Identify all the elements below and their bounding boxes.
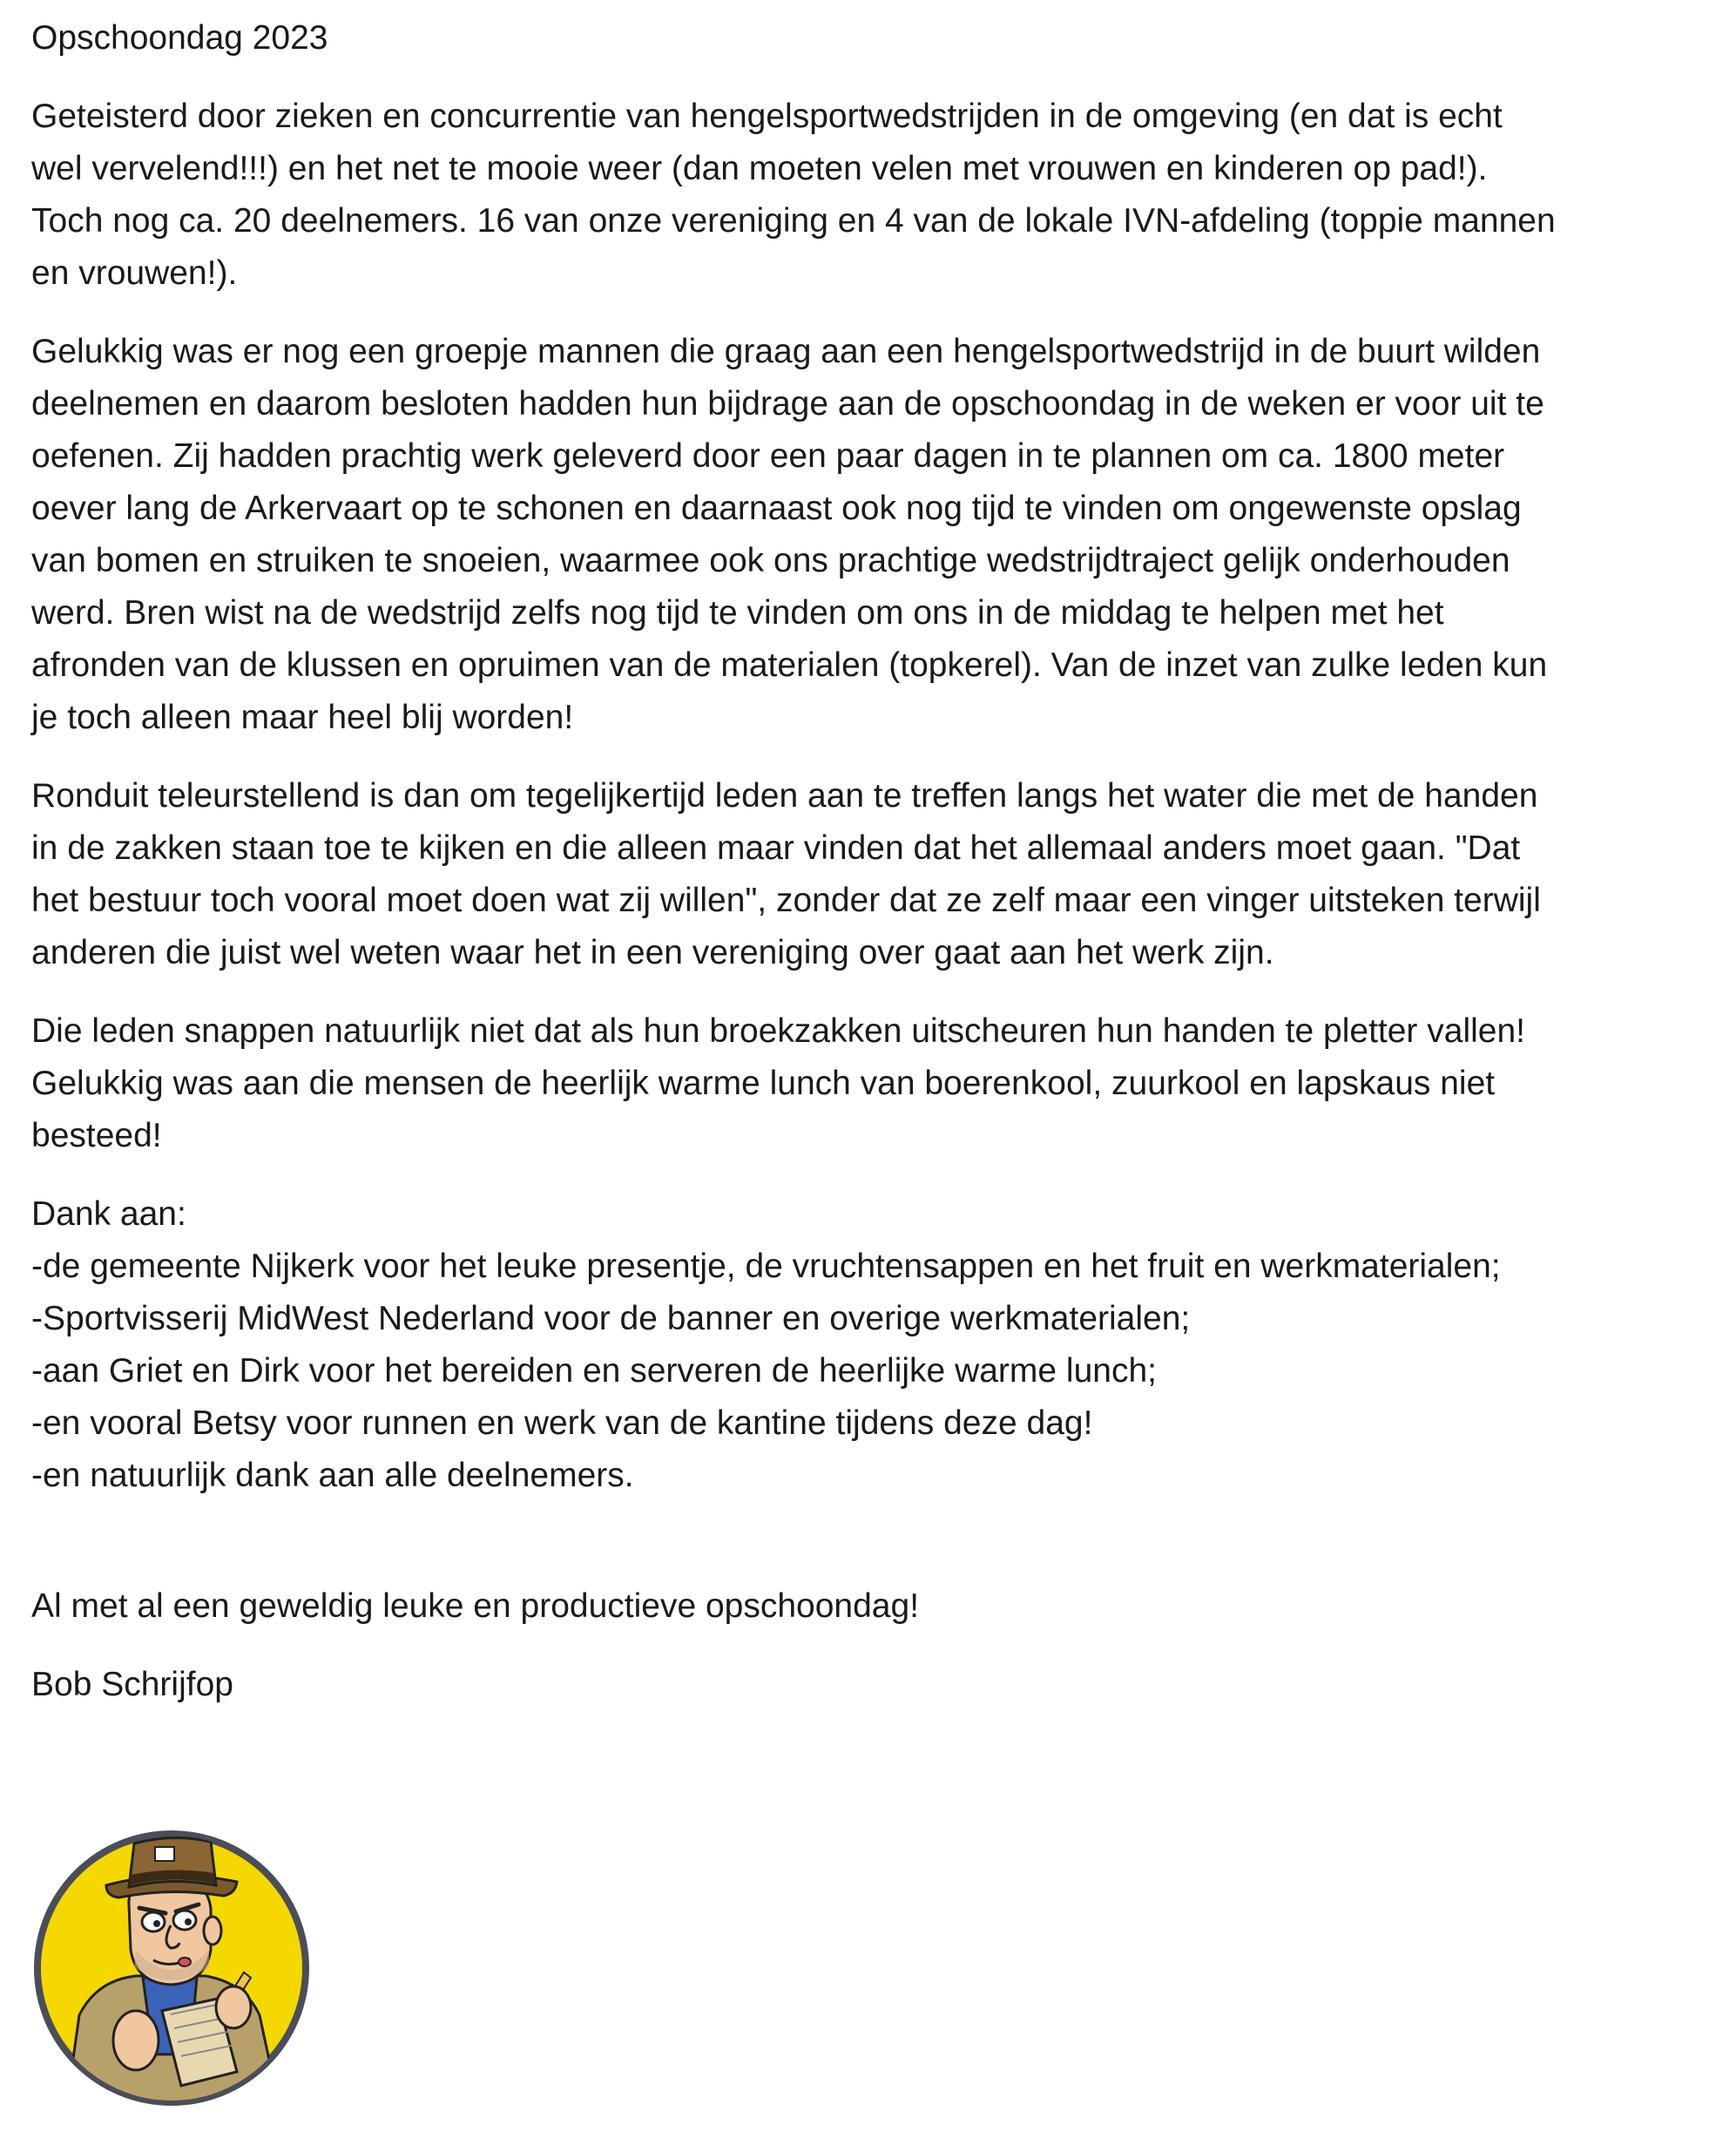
document-title: Opschoondag 2023 [31, 19, 328, 57]
paragraph-line: oefenen. Zij hadden prachtig werk geleverd door een paar dagen in te plannen om ca. 1800 meter [31, 437, 1505, 475]
thanks-item: -Sportvisserij MidWest Nederland voor de banner en overige werkmaterialen; [31, 1300, 1191, 1337]
paragraph-line: Ronduit teleurstellend is dan om tegelijkertijd leden aan te treffen langs het water die met de handen [31, 777, 1538, 815]
paragraph-line: Geteisterd door zieken en concurrentie van hengelsportwedstrijden in de omgeving (en dat is echt [31, 98, 1503, 135]
paragraph-line: van bomen en struiken te snoeien, waarmee ook ons prachtige wedstrijdtraject gelijk onderhouden [31, 542, 1510, 579]
paragraph-line: Die leden snappen natuurlijk niet dat als hun broekzakken uitscheuren hun handen te pletter vallen! [31, 1012, 1525, 1050]
thanks-item: -de gemeente Nijkerk voor het leuke presentje, de vruchtensappen en het fruit en werkmaterialen; [31, 1248, 1501, 1285]
paragraph-line: het bestuur toch vooral moet doen wat zij willen", zonder dat ze zelf maar een vinger uitsteken terwijl [31, 882, 1541, 919]
thanks-item: -en vooral Betsy voor runnen en werk van de kantine tijdens deze dag! [31, 1404, 1093, 1442]
thanks-heading: Dank aan: [31, 1195, 186, 1233]
paragraph-1 [31, 91, 1712, 300]
paragraph-3 [31, 770, 1712, 979]
paragraph-line: deelnemen en daarom besloten hadden hun bijdrage aan de opschoondag in de weken er voor uit te [31, 385, 1544, 423]
blank-space [31, 1528, 1712, 1580]
author-avatar-illustration [31, 1828, 312, 2108]
paragraph-line: Gelukkig was aan die mensen de heerlijk warme lunch van boerenkool, zuurkool en lapskaus niet [31, 1065, 1496, 1102]
document-page [31, 12, 1712, 1742]
paragraph-line: besteed! [31, 1117, 162, 1154]
paragraph-2 [31, 326, 1712, 744]
thanks-section [31, 1188, 1712, 1502]
paragraph-line: oever lang de Arkervaart op te schonen en daarnaast ook nog tijd te vinden om ongewenste opslag [31, 490, 1522, 527]
paragraph-line: je toch alleen maar heel blij worden! [31, 699, 574, 736]
paragraph-line: werd. Bren wist na de wedstrijd zelfs nog tijd te vinden om ons in de middag te helpen met het [31, 594, 1444, 632]
thanks-item: -aan Griet en Dirk voor het bereiden en serveren de heerlijke warme lunch; [31, 1352, 1157, 1390]
paragraph-line: en vrouwen!). [31, 254, 238, 292]
closing-line: Al met al een geweldig leuke en productieve opschoondag! [31, 1587, 920, 1625]
paragraph-line: Toch nog ca. 20 deelnemers. 16 van onze vereniging en 4 van de lokale IVN-afdeling (toppie mannen [31, 202, 1556, 240]
paragraph-4 [31, 1005, 1712, 1162]
thanks-item: -en natuurlijk dank aan alle deelnemers. [31, 1457, 634, 1494]
paragraph-line: afronden van de klussen en opruimen van de materialen (topkerel). Van de inzet van zulke leden kun [31, 646, 1548, 684]
paragraph-line: anderen die juist wel weten waar het in een vereniging over gaat aan het werk zijn. [31, 934, 1274, 971]
paragraph-line: Gelukkig was er nog een groepje mannen die graag aan een hengelsportwedstrijd in de buurt wilden [31, 333, 1541, 370]
signature: Bob Schrijfop [31, 1666, 233, 1703]
paragraph-line: wel vervelend!!!) en het net te mooie weer (dan moeten velen met vrouwen en kinderen op pad!). [31, 150, 1488, 187]
paragraph-line: in de zakken staan toe te kijken en die alleen maar vinden dat het allemaal anders moet gaan. "Dat [31, 829, 1521, 867]
